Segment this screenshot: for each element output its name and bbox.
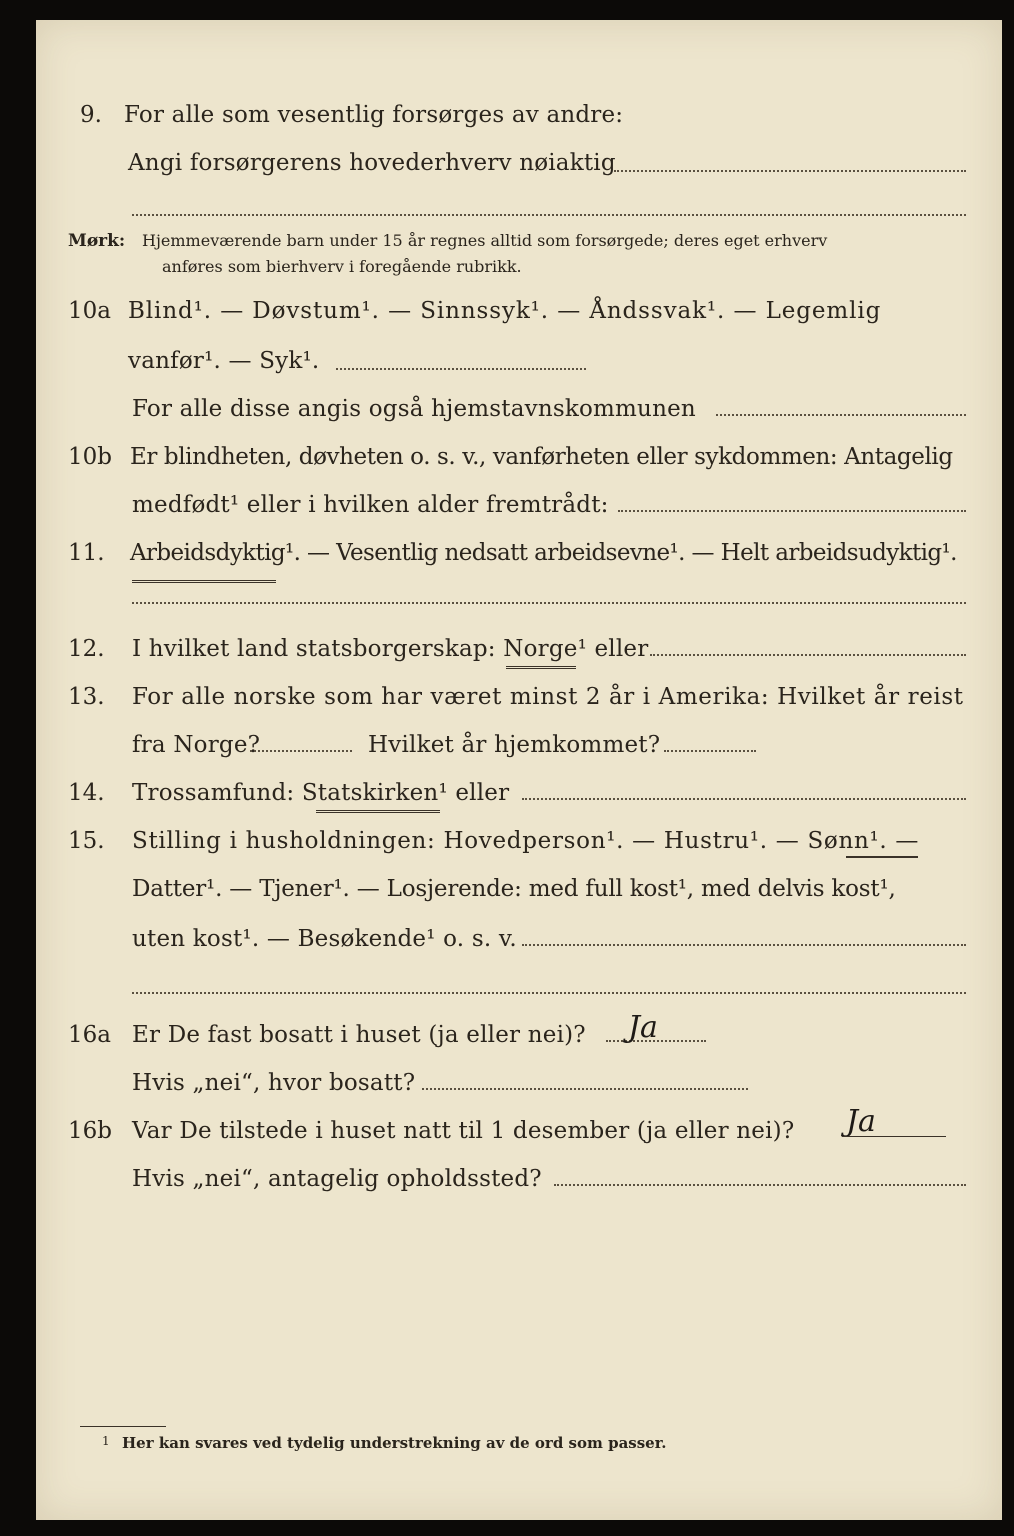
q15-number: 15. (68, 828, 105, 854)
q9-answer-field[interactable] (614, 170, 966, 172)
q14-answer-field[interactable] (522, 798, 966, 800)
q14-number: 14. (68, 780, 105, 806)
q16a-residence-field[interactable] (422, 1088, 748, 1090)
q9-answer-field-2[interactable] (132, 214, 966, 216)
footnote-text: Her kan svares ved tydelig understrekning av de ord som passer. (122, 1434, 667, 1452)
q15-line3: uten kost¹. — Besøkende¹ o. s. v. (132, 926, 517, 952)
footnote-mark: 1 (102, 1434, 110, 1448)
q16b-answer-field[interactable] (842, 1136, 946, 1137)
q16a-line2: Hvis „nei“, hvor bosatt? (132, 1070, 416, 1096)
q13-departure-year-field[interactable] (250, 750, 352, 752)
q10a-number: 10a (68, 298, 111, 324)
note-line2: anføres som bierhverv i foregående rubrikk. (162, 257, 522, 276)
q16b-line1: Var De tilstede i huset natt til 1 desember (ja eller nei)? (132, 1118, 795, 1144)
q15-answer-field[interactable] (522, 944, 966, 946)
q9-number: 9. (80, 102, 102, 128)
q15-handwritten-underline (846, 856, 918, 858)
q13-return-year-field[interactable] (664, 750, 756, 752)
q16b-handwritten-answer: Ja (846, 1104, 876, 1139)
q16b-whereabouts-field[interactable] (554, 1184, 966, 1186)
q9-line2: Angi forsørgerens hovederhverv nøiaktig (128, 150, 616, 176)
q16b-number: 16b (68, 1118, 112, 1144)
q12-handwritten-underline (506, 666, 576, 669)
q11-number: 11. (68, 540, 105, 566)
q15-answer-field-2[interactable] (132, 992, 966, 994)
q13-number: 13. (68, 684, 105, 710)
q14-line1: Trossamfund: Statskirken¹ eller (132, 780, 510, 806)
q13-line2b: Hvilket år hjemkommet? (368, 732, 661, 758)
q10a-line3: For alle disse angis også hjemstavnskommunen (132, 396, 696, 422)
q10a-line1: Blind¹. — Døvstum¹. — Sinnssyk¹. — Åndssvak¹. — Legemlig (128, 298, 882, 324)
q9-line1: For alle som vesentlig forsørges av andre: (124, 102, 624, 128)
q14-handwritten-underline (316, 810, 440, 813)
q10b-line2: medfødt¹ eller i hvilken alder fremtrådt: (132, 492, 609, 518)
q13-line2a: fra Norge? (132, 732, 261, 758)
q13-line1: For alle norske som har været minst 2 år i Amerika: Hvilket år reist (132, 684, 964, 710)
q12-line1: I hvilket land statsborgerskap: Norge¹ eller (132, 636, 649, 662)
q10a-line2: vanfør¹. — Syk¹. (128, 348, 320, 374)
note-line1: Hjemmeværende barn under 15 år regnes alltid som forsørgede; deres eget erhverv (142, 231, 828, 250)
q16a-handwritten-answer: Ja (628, 1010, 658, 1045)
q10b-line1: Er blindheten, døvheten o. s. v., vanførheten eller sykdommen: Antagelig (130, 444, 953, 470)
q12-number: 12. (68, 636, 105, 662)
q10b-answer-field[interactable] (618, 510, 966, 512)
q15-line2: Datter¹. — Tjener¹. — Losjerende: med full kost¹, med delvis kost¹, (132, 876, 896, 902)
note-label: Mørk: (68, 231, 126, 251)
q10a-hometown-field[interactable] (716, 414, 966, 416)
q15-line1: Stilling i husholdningen: Hovedperson¹. — Hustru¹. — Sønn¹. — (132, 828, 920, 854)
q11-line1: Arbeidsdyktig¹. — Vesentlig nedsatt arbeidsevne¹. — Helt arbeidsudyktig¹. (130, 540, 957, 566)
q12-answer-field[interactable] (650, 654, 966, 656)
q16a-line1: Er De fast bosatt i huset (ja eller nei)? (132, 1022, 586, 1048)
q10b-number: 10b (68, 444, 112, 470)
q11-handwritten-underline (132, 580, 276, 583)
q10a-answer-field[interactable] (336, 368, 586, 370)
q16a-number: 16a (68, 1022, 111, 1048)
footnote-rule (80, 1426, 166, 1427)
census-form-page (36, 20, 1002, 1520)
q16b-line2: Hvis „nei“, antagelig opholdssted? (132, 1166, 542, 1192)
q11-answer-field[interactable] (132, 602, 966, 604)
